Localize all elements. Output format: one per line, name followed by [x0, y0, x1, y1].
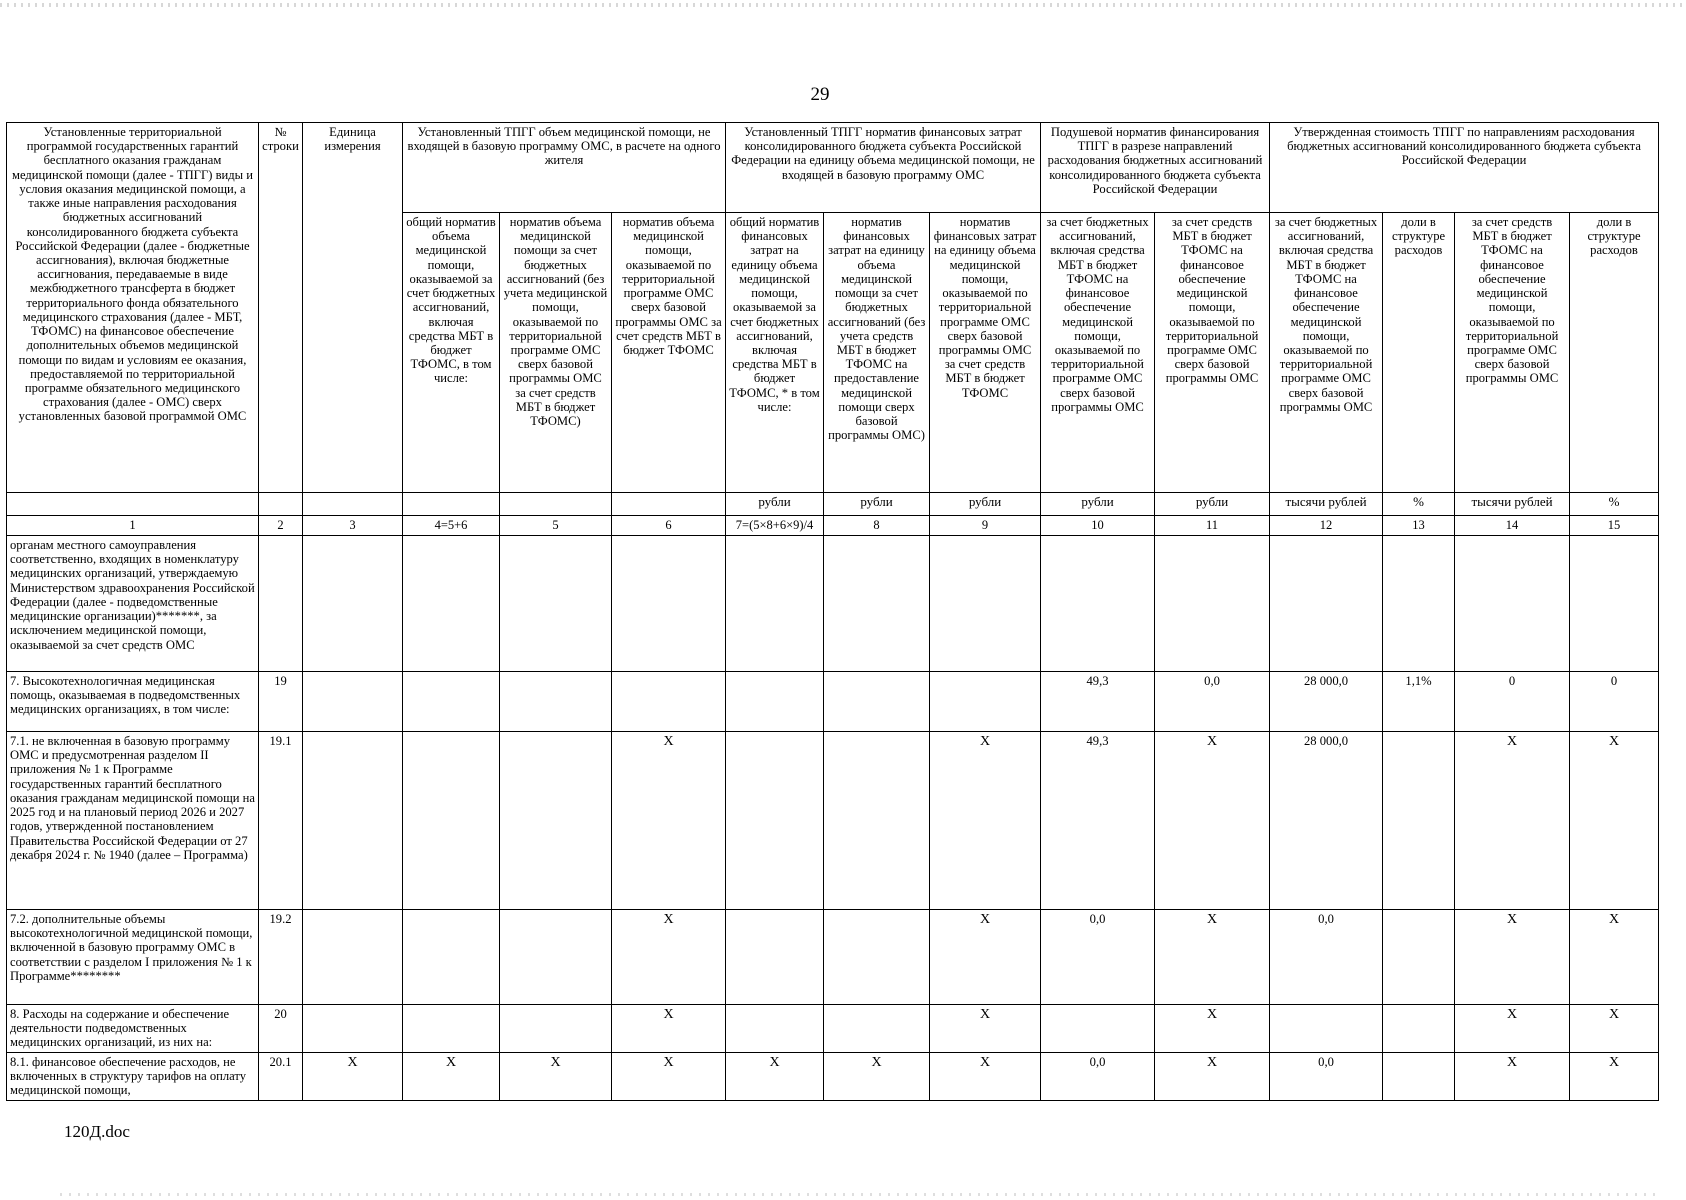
- value-cell: [726, 910, 824, 1005]
- value-cell: [1155, 536, 1270, 672]
- unit-cell: [612, 493, 726, 516]
- column-number: 9: [930, 516, 1041, 536]
- scan-edge-bottom: [60, 1193, 1660, 1196]
- value-cell: [930, 536, 1041, 672]
- table-row: [7, 1005, 1659, 1053]
- footer-filename: 120Д.doc: [64, 1122, 130, 1141]
- column-number: 3: [303, 516, 403, 536]
- data-rows: [7, 536, 1659, 1101]
- value-cell: [726, 1005, 824, 1053]
- scan-edge-top: [0, 3, 1686, 7]
- unit-cell: [500, 493, 612, 516]
- column-number: 11: [1155, 516, 1270, 536]
- column-number: 12: [1270, 516, 1383, 536]
- page-number: 29: [810, 84, 830, 105]
- unit-cell: [7, 493, 259, 516]
- row-number: [259, 536, 303, 672]
- not-applicable-mark: X: [612, 732, 726, 910]
- header-col-15: доли в структуре расходов: [1570, 213, 1659, 493]
- value-cell: [612, 672, 726, 732]
- row-label: 7.2. дополнительные объемы высокотехнологичной медицинской помощи, включенной в базовую программу ОМС в соответствии с разделом I приложения № 1 к Программе********: [7, 910, 259, 1005]
- value-cell: [1455, 536, 1570, 672]
- column-number: 2: [259, 516, 303, 536]
- row-label: 8.1. финансовое обеспечение расходов, не включенных в структуру тарифов на оплату медицинской помощи,: [7, 1052, 259, 1100]
- header-col-3: Единица измерения: [303, 123, 403, 493]
- not-applicable-mark: X: [930, 1052, 1041, 1100]
- value-cell: [500, 672, 612, 732]
- not-applicable-mark: X: [403, 1052, 500, 1100]
- column-number: 4=5+6: [403, 516, 500, 536]
- column-number: 7=(5×8+6×9)/4: [726, 516, 824, 536]
- column-number: 13: [1383, 516, 1455, 536]
- table-row: [7, 732, 1659, 910]
- value-cell: 0: [1570, 672, 1659, 732]
- unit-cell: рубли: [824, 493, 930, 516]
- table-row: [7, 910, 1659, 1005]
- value-cell: 49,3: [1041, 732, 1155, 910]
- column-number: 10: [1041, 516, 1155, 536]
- not-applicable-mark: X: [612, 1005, 726, 1053]
- not-applicable-mark: X: [1155, 1005, 1270, 1053]
- header-group-norm: Установленный ТПГГ норматив финансовых затрат консолидированного бюджета субъекта Российской Федерации на единицу объема медицинской помощи, не входящей в базовую программу ОМС: [726, 123, 1041, 213]
- column-number: 15: [1570, 516, 1659, 536]
- value-cell: [1383, 1005, 1455, 1053]
- header-col-14: за счет средств МБТ в бюджет ТФОМС на финансовое обеспечение медицинской помощи, оказываемой по территориальной программе ОМС сверх базовой программы ОМС: [1455, 213, 1570, 493]
- column-number: 5: [500, 516, 612, 536]
- unit-cell: [259, 493, 303, 516]
- value-cell: 0: [1455, 672, 1570, 732]
- header-col-5: норматив объема медицинской помощи за счет бюджетных ассигнований (без учета медицинской помощи, оказываемой по территориальной программе ОМС сверх базовой программы ОМС за счет средств МБТ в бюджет ТФОМС): [500, 213, 612, 493]
- value-cell: [824, 1005, 930, 1053]
- row-number: 19: [259, 672, 303, 732]
- not-applicable-mark: X: [1455, 910, 1570, 1005]
- header-col-2: № строки: [259, 123, 303, 493]
- value-cell: [726, 732, 824, 910]
- not-applicable-mark: X: [500, 1052, 612, 1100]
- unit-cell: %: [1570, 493, 1659, 516]
- not-applicable-mark: X: [1155, 910, 1270, 1005]
- header-col-10: за счет бюджетных ассигнований, включая средства МБТ в бюджет ТФОМС на финансовое обеспечение медицинской помощи, оказываемой по территориальной программе ОМС сверх базовой программы ОМС: [1041, 213, 1155, 493]
- header-group-cost: Утвержденная стоимость ТПГГ по направлениям расходования бюджетных ассигнований консолидированного бюджета субъекта Российской Федерации: [1270, 123, 1659, 213]
- row-number: 20: [259, 1005, 303, 1053]
- value-cell: [726, 672, 824, 732]
- value-cell: [303, 1005, 403, 1053]
- value-cell: [1041, 1005, 1155, 1053]
- table-row: [7, 1052, 1659, 1100]
- value-cell: [303, 536, 403, 672]
- unit-cell: %: [1383, 493, 1455, 516]
- row-number: 20.1: [259, 1052, 303, 1100]
- unit-cell: тысячи рублей: [1270, 493, 1383, 516]
- not-applicable-mark: X: [303, 1052, 403, 1100]
- unit-cell: рубли: [1155, 493, 1270, 516]
- value-cell: 0,0: [1041, 910, 1155, 1005]
- value-cell: 0,0: [1041, 1052, 1155, 1100]
- not-applicable-mark: X: [1570, 732, 1659, 910]
- header-col-9: норматив финансовых затрат на единицу объема медицинской помощи, оказываемой по территориальной программе ОМС сверх базовой программы ОМС за счет средств МБТ в бюджет ТФОМС: [930, 213, 1041, 493]
- value-cell: [403, 536, 500, 672]
- row-label: 7.1. не включенная в базовую программу ОМС и предусмотренная разделом II приложения № 1 к Программе государственных гарантий бесплатного оказания гражданам медицинской помощи на 2025 год и на плановый период 2026 и 2027 годов, утвержденной постановлением Правительства Российской Федерации от 27 декабря 2024 г. № 1940 (далее – Программа): [7, 732, 259, 910]
- header-col-7: общий норматив финансовых затрат на единицу объема медицинской помощи, оказываемой за счет бюджетных ассигнований, включая средства МБТ в бюджет ТФОМС, * в том числе:: [726, 213, 824, 493]
- not-applicable-mark: X: [824, 1052, 930, 1100]
- unit-cell: [403, 493, 500, 516]
- value-cell: [1383, 1052, 1455, 1100]
- value-cell: [930, 672, 1041, 732]
- row-number: 19.1: [259, 732, 303, 910]
- value-cell: [824, 732, 930, 910]
- value-cell: [824, 672, 930, 732]
- table-row: [7, 536, 1659, 672]
- not-applicable-mark: X: [1455, 1052, 1570, 1100]
- value-cell: [824, 910, 930, 1005]
- value-cell: [500, 732, 612, 910]
- units-row: [7, 493, 1659, 516]
- value-cell: [1383, 910, 1455, 1005]
- column-number: 14: [1455, 516, 1570, 536]
- row-number: 19.2: [259, 910, 303, 1005]
- value-cell: 28 000,0: [1270, 672, 1383, 732]
- value-cell: 49,3: [1041, 672, 1155, 732]
- column-numbers-row: [7, 516, 1659, 536]
- financing-table: [6, 122, 1659, 1101]
- header-group-row: [7, 123, 1659, 213]
- header-col-6: норматив объема медицинской помощи, оказываемой по территориальной программе ОМС сверх базовой программы ОМС за счет средств МБТ в бюджет ТФОМС: [612, 213, 726, 493]
- row-label: органам местного самоуправления соответственно, входящих в номенклатуру медицинских организаций, утверждаемую Министерством здравоохранения Российской Федерации (далее - подведомственные медицинские организации)*******, за исключением медицинской помощи, оказываемой за счет средств ОМС: [7, 536, 259, 672]
- row-label: 8. Расходы на содержание и обеспечение деятельности подведомственных медицинских организаций, из них на:: [7, 1005, 259, 1053]
- value-cell: [500, 536, 612, 672]
- column-number: 8: [824, 516, 930, 536]
- value-cell: [303, 732, 403, 910]
- not-applicable-mark: X: [612, 1052, 726, 1100]
- not-applicable-mark: X: [1455, 1005, 1570, 1053]
- unit-cell: [303, 493, 403, 516]
- value-cell: [303, 910, 403, 1005]
- value-cell: [403, 672, 500, 732]
- table-row: [7, 672, 1659, 732]
- unit-cell: рубли: [726, 493, 824, 516]
- value-cell: [1383, 536, 1455, 672]
- value-cell: 0,0: [1270, 910, 1383, 1005]
- header-col-12: за счет бюджетных ассигнований, включая средства МБТ в бюджет ТФОМС на финансовое обеспечение медицинской помощи, оказываемой по территориальной программе ОМС сверх базовой программы ОМС: [1270, 213, 1383, 493]
- value-cell: 28 000,0: [1270, 732, 1383, 910]
- value-cell: [303, 672, 403, 732]
- header-group-percap: Подушевой норматив финансирования ТПГГ в разрезе направлений расходования бюджетных ассигнований консолидированного бюджета субъекта Российской Федерации: [1041, 123, 1270, 213]
- unit-cell: рубли: [1041, 493, 1155, 516]
- not-applicable-mark: X: [612, 910, 726, 1005]
- value-cell: [403, 1005, 500, 1053]
- value-cell: [500, 910, 612, 1005]
- value-cell: [500, 1005, 612, 1053]
- column-number: 1: [7, 516, 259, 536]
- value-cell: [1270, 536, 1383, 672]
- header-col-1: Установленные территориальной программой государственных гарантий бесплатного оказания гражданам медицинской помощи (далее - ТПГГ) виды и условия оказания медицинской помощи, а также иные направления расходования бюджетных ассигнований консолидированного бюджета субъекта Российской Федерации (далее - бюджетные ассигнования), включая бюджетные ассигнования, передаваемые в виде межбюджетного трансферта в бюджет территориального фонда обязательного медицинского страхования (далее - МБТ, ТФОМС) на финансовое обеспечение дополнительных объемов медицинской помощи по видам и условиям ее оказания, предоставляемой по территориальной программе обязательного медицинского страхования (далее - ОМС) сверх установленных базовой программой ОМС: [7, 123, 259, 493]
- unit-cell: рубли: [930, 493, 1041, 516]
- value-cell: [1570, 536, 1659, 672]
- not-applicable-mark: X: [1570, 910, 1659, 1005]
- value-cell: [1270, 1005, 1383, 1053]
- value-cell: 0,0: [1270, 1052, 1383, 1100]
- header-col-8: норматив финансовых затрат на единицу объема медицинской помощи за счет бюджетных ассигнований (без учета средств МБТ в бюджет ТФОМС на предоставление медицинской помощи сверх базовой программы ОМС): [824, 213, 930, 493]
- value-cell: [403, 732, 500, 910]
- not-applicable-mark: X: [1155, 732, 1270, 910]
- not-applicable-mark: X: [930, 910, 1041, 1005]
- not-applicable-mark: X: [726, 1052, 824, 1100]
- header-col-4: общий норматив объема медицинской помощи, оказываемой за счет бюджетных ассигнований, включая средства МБТ в бюджет ТФОМС, в том числе:: [403, 213, 500, 493]
- value-cell: [403, 910, 500, 1005]
- column-number: 6: [612, 516, 726, 536]
- not-applicable-mark: X: [930, 732, 1041, 910]
- value-cell: [824, 536, 930, 672]
- value-cell: 1,1%: [1383, 672, 1455, 732]
- not-applicable-mark: X: [1155, 1052, 1270, 1100]
- header-col-11: за счет средств МБТ в бюджет ТФОМС на финансовое обеспечение медицинской помощи, оказываемой по территориальной программе ОМС сверх базовой программы ОМС: [1155, 213, 1270, 493]
- not-applicable-mark: X: [930, 1005, 1041, 1053]
- value-cell: 0,0: [1155, 672, 1270, 732]
- not-applicable-mark: X: [1570, 1005, 1659, 1053]
- value-cell: [1041, 536, 1155, 672]
- value-cell: [612, 536, 726, 672]
- value-cell: [1383, 732, 1455, 910]
- header-col-13: доли в структуре расходов: [1383, 213, 1455, 493]
- header-group-volume: Установленный ТПГГ объем медицинской помощи, не входящей в базовую программу ОМС, в расчете на одного жителя: [403, 123, 726, 213]
- row-label: 7. Высокотехнологичная медицинская помощь, оказываемая в подведомственных медицинских организациях, в том числе:: [7, 672, 259, 732]
- not-applicable-mark: X: [1570, 1052, 1659, 1100]
- not-applicable-mark: X: [1455, 732, 1570, 910]
- unit-cell: тысячи рублей: [1455, 493, 1570, 516]
- value-cell: [726, 536, 824, 672]
